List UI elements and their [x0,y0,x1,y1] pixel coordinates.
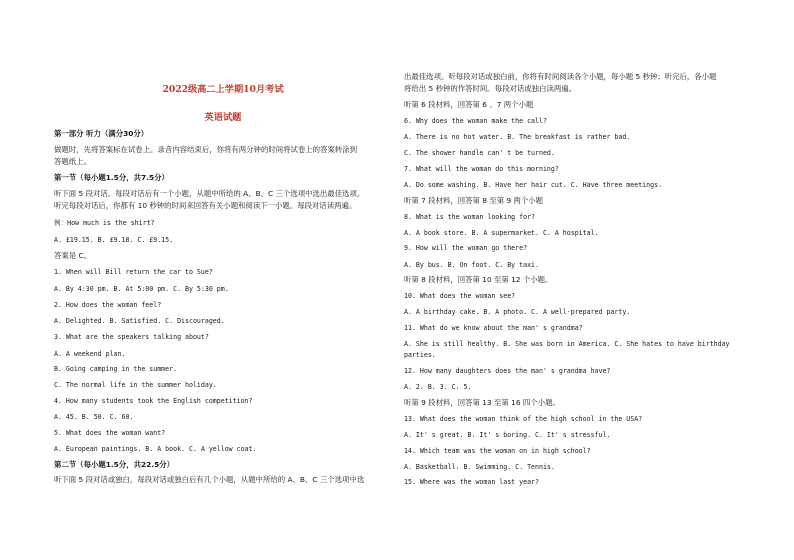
passage-heading: 听第 9 段材料，回答第 13 至第 16 四个小题。 [404,398,560,407]
instruction-line: 听下面 5 段对话。每段对话后有一个小题，从题中所给的 A、B、C 三个选项中选出最佳选项。 [54,189,365,198]
answer-options: A. Basketball. B. Swimming. C. Tennis. [404,463,555,471]
passage-heading: 听第 7 段材料，回答第 8 至第 9 两个小题 [404,196,544,205]
answer-options: A. A birthday cake. B. A photo. C. A well-prepared party. [404,308,631,316]
answer-option-continued: parties. [404,351,436,359]
question-text: 13. What does the woman think of the high school in the USA? [404,415,643,423]
question-text: 4. How many students took the English competition? [54,397,253,405]
instruction-line: 听下面 5 段对话或独白，每段对话或独白后有几个小题，从题中所给的 A、B、C 三个选项中选 [54,475,365,484]
part-one-heading: 第一部分 听力（满分30分） [54,129,149,138]
question-text: 11. What do we know about the man' s grandma? [404,324,583,332]
question-text: 3. What are the speakers talking about? [54,333,209,341]
answer-option: C. The shower handle can' t be turned. [404,149,555,157]
answer-options: A. 2. B. 3. C. 5. [404,383,472,391]
question-text: 5. What does the woman want? [54,429,166,437]
question-text: 9. How will the woman go there? [404,244,528,252]
answer-option: C. The normal life in the summer holiday. [54,381,217,389]
example-question: 例：How much is the shirt? [54,219,155,227]
answer-option: A. A weekend plan. [54,350,126,358]
answer-options: A. European paintings. B. A book. C. A yellow coat. [54,445,257,453]
passage-heading: 听第 6 段材料，回答第 6 、7 两个小题 [404,100,534,109]
question-text: 2. How does the woman feel? [54,301,162,309]
instruction-line: 出最佳选项。听每段对话或独白前，你将有时间阅读各个小题，每小题 5 秒钟；听完后，各小题 [404,72,717,81]
question-text: 8. What is the woman looking for? [404,213,536,221]
question-text: 14. Which team was the woman on in high school? [404,447,591,455]
answer-options: A. Do some washing. B. Have her hair cut. C. Have three meetings. [404,181,663,189]
question-text: 15. Where was the woman last year? [404,478,539,486]
answer-options: A. It' s great. B. It' s boring. C. It' s stressful. [404,431,611,439]
answer-options: A. By bus. B. On foot. C. By taxi. [404,261,539,269]
question-text: 10. What does the woman see? [404,292,516,300]
answer-options: A. She is still healthy. B. She was born in America. C. She hates to have birthday [404,340,730,348]
example-options: A. £19.15. B. £9.18. C. £9.15. [54,236,174,244]
answer-option: B. Going camping in the summer. [54,365,178,373]
exam-title: 2022级高二上学期10月考试 [162,84,284,95]
question-text: 12. How many daughters does the man' s grandma have? [404,367,611,375]
instruction-line: 做题时，先将答案标在试卷上。录音内容结束后，你将有两分钟的时间将试卷上的答案转涂到 [54,145,358,154]
answer-options: A. By 4:30 pm. B. At 5:00 pm. C. By 5:30 pm. [54,285,229,293]
question-text: 6. Why does the woman make the call? [404,117,547,125]
answer-options: A. 45. B. 50. C. 60. [54,413,134,421]
instruction-line: 答题纸上。 [54,157,91,166]
section-one-heading: 第一节（每小题1.5分，共7.5分） [54,173,169,182]
answer-options: A. Delighted. B. Satisfied. C. Discouraged. [54,317,225,325]
answer-options: A. A book store. B. A supermarket. C. A hospital. [404,229,599,237]
instruction-line: 听完每段对话后，你都有 10 秒钟的时间来回答有关小题和阅读下一小题。每段对话读两遍。 [54,201,357,210]
question-text: 1. When will Bill return the car to Sue? [54,268,213,276]
section-two-heading: 第二节（每小题1.5分，共22.5分） [54,460,175,469]
exam-subtitle: 英语试题 [204,112,242,123]
instruction-line: 将给出 5 秒钟的作答时间。每段对话或独白读两遍。 [404,84,576,93]
example-answer: 答案是 C。 [54,251,92,260]
passage-heading: 听第 8 段材料，回答第 10 至第 12 个小题。 [404,275,553,284]
answer-options: A. There is no hot water. B. The breakfast is rather bad. [404,133,631,141]
question-text: 7. What will the woman do this morning? [404,165,559,173]
